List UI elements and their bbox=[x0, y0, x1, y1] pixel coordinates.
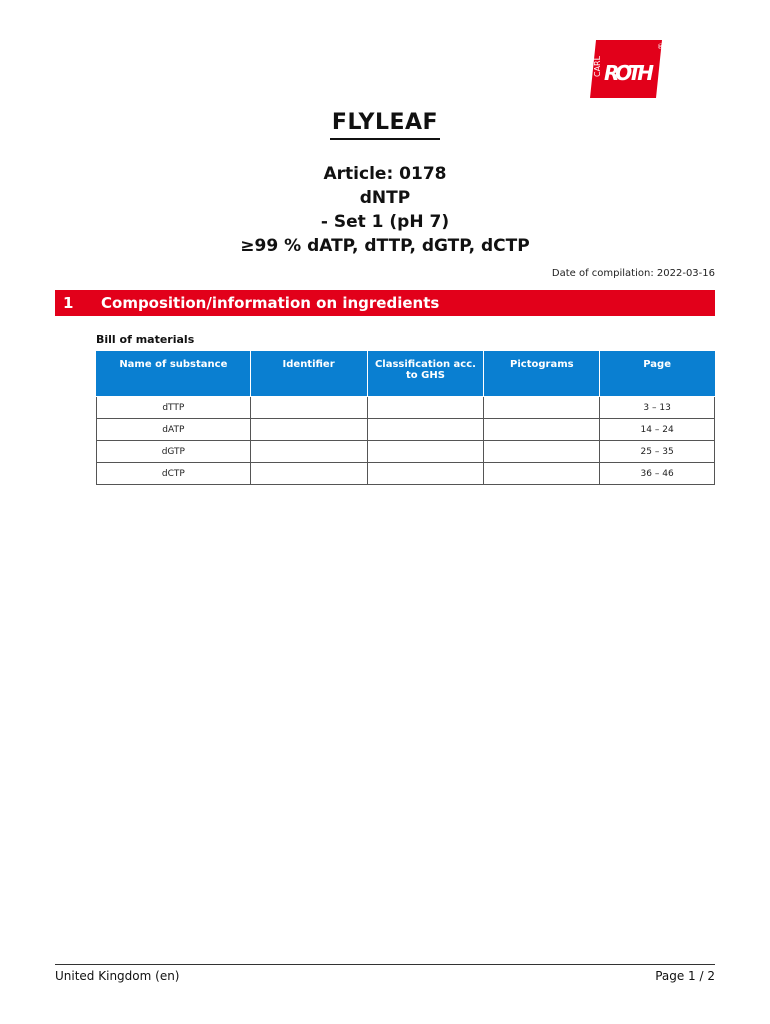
page-range: 25 – 35 bbox=[600, 441, 715, 463]
identifier-cell bbox=[250, 463, 367, 485]
svg-text:CARL: CARL bbox=[593, 55, 602, 77]
page-range: 36 – 46 bbox=[600, 463, 715, 485]
column-header-classification: Classification acc. to GHS bbox=[367, 352, 484, 397]
table-row bbox=[97, 463, 715, 485]
roth-logo bbox=[590, 40, 662, 98]
substance-name: dTTP bbox=[97, 397, 251, 419]
classification-cell bbox=[367, 397, 484, 419]
product-name: dNTP bbox=[359, 188, 411, 208]
column-header-pictograms: Pictograms bbox=[484, 352, 600, 397]
footer-divider bbox=[55, 964, 715, 965]
substance-name: dCTP bbox=[97, 463, 251, 485]
substance-name: dGTP bbox=[97, 441, 251, 463]
column-header-page: Page bbox=[600, 352, 715, 397]
pictograms-cell bbox=[484, 441, 600, 463]
section-header bbox=[55, 290, 715, 316]
table-row bbox=[97, 397, 715, 419]
table-row bbox=[97, 419, 715, 441]
svg-text:ROTH: ROTH bbox=[604, 61, 654, 85]
bill-of-materials-table bbox=[96, 351, 715, 485]
section-title: Composition/information on ingredients bbox=[101, 294, 440, 312]
pictograms-cell bbox=[484, 463, 600, 485]
identifier-cell bbox=[250, 441, 367, 463]
article-number: Article: 0178 bbox=[323, 164, 447, 184]
product-contents: ≥99 % dATP, dTTP, dGTP, dCTP bbox=[240, 236, 530, 256]
identifier-cell bbox=[250, 397, 367, 419]
footer-page-number: Page 1 / 2 bbox=[655, 969, 715, 983]
page-range: 14 – 24 bbox=[600, 419, 715, 441]
identifier-cell bbox=[250, 419, 367, 441]
document-title: FLYLEAF bbox=[0, 110, 770, 140]
section-number: 1 bbox=[63, 294, 74, 312]
classification-cell bbox=[367, 441, 484, 463]
bill-of-materials-heading: Bill of materials bbox=[96, 333, 195, 346]
pictograms-cell bbox=[484, 397, 600, 419]
pictograms-cell bbox=[484, 419, 600, 441]
table-header-row bbox=[97, 352, 715, 397]
classification-cell bbox=[367, 419, 484, 441]
footer-locale: United Kingdom (en) bbox=[55, 969, 180, 983]
compilation-date: Date of compilation: 2022-03-16 bbox=[551, 268, 715, 279]
column-header-name: Name of substance bbox=[97, 352, 251, 397]
product-set: - Set 1 (pH 7) bbox=[320, 212, 450, 232]
svg-text:®: ® bbox=[657, 43, 664, 51]
substance-name: dATP bbox=[97, 419, 251, 441]
page-range: 3 – 13 bbox=[600, 397, 715, 419]
classification-cell bbox=[367, 463, 484, 485]
article-heading bbox=[0, 162, 770, 258]
column-header-identifier: Identifier bbox=[250, 352, 367, 397]
table-row bbox=[97, 441, 715, 463]
